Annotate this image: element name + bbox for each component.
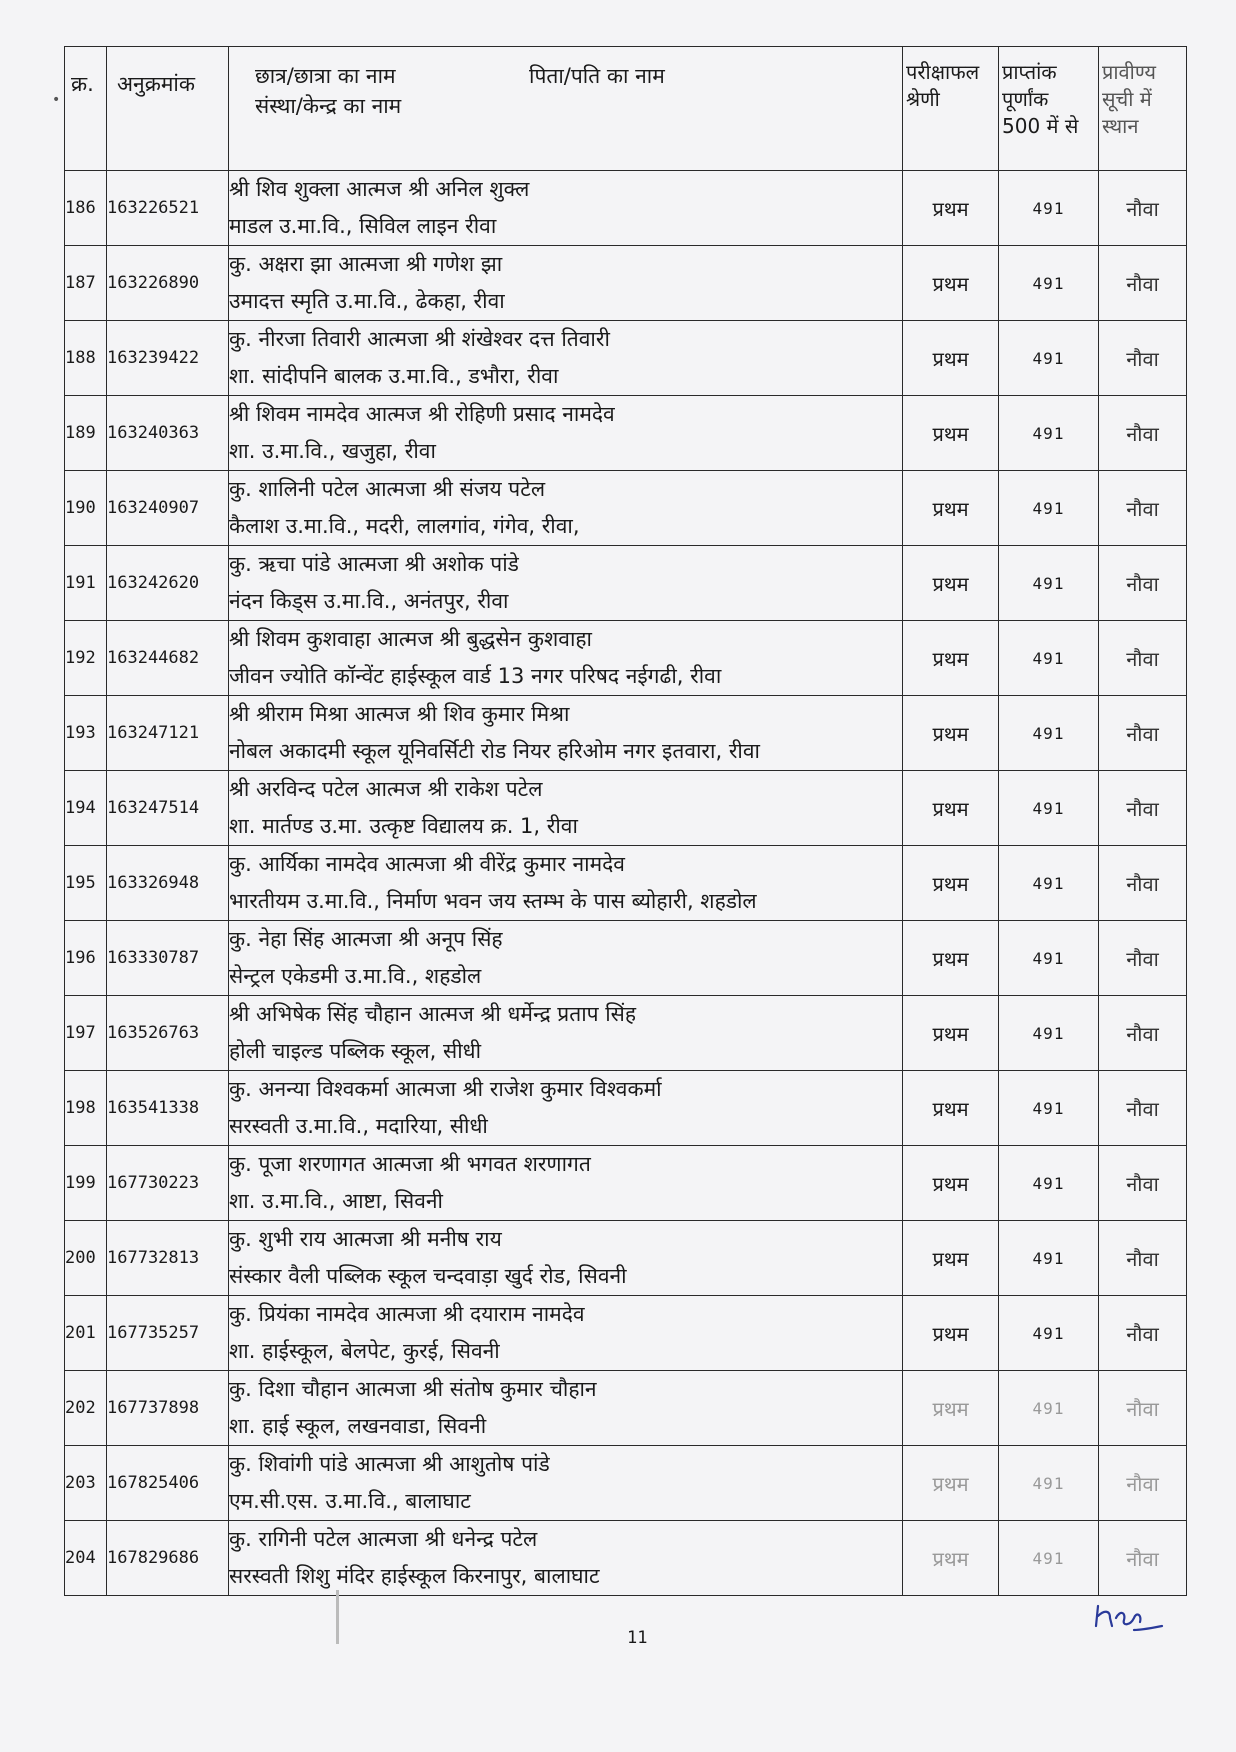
rank-cell: नौवा xyxy=(1099,1446,1187,1521)
table-row xyxy=(65,396,1187,471)
name-cell xyxy=(229,546,903,621)
school-name: सेन्ट्रल एकेडमी उ.मा.वि., शहडोल xyxy=(229,964,482,988)
name-cell xyxy=(229,471,903,546)
scan-speck: • xyxy=(52,92,61,108)
rank-cell: नौवा xyxy=(1099,696,1187,771)
name-cell xyxy=(229,921,903,996)
grade-cell: प्रथम xyxy=(903,546,999,621)
marks-cell: 491 xyxy=(999,771,1099,846)
student-name: कु. नेहा सिंह आत्मजा श्री अनूप सिंह xyxy=(229,927,503,951)
roll-number-cell: 167735257 xyxy=(107,1296,229,1371)
marks-cell: 491 xyxy=(999,171,1099,246)
rank-cell: नौवा xyxy=(1099,621,1187,696)
marks-cell: 491 xyxy=(999,1296,1099,1371)
header-student-name: छात्र/छात्रा का नाम xyxy=(255,64,396,88)
serial-number-cell: 198 xyxy=(65,1071,107,1146)
header-grade: परीक्षाफल श्रेणी xyxy=(903,47,999,171)
student-name: श्री अभिषेक सिंह चौहान आत्मज श्री धर्मेन्द्र प्रताप सिंह xyxy=(229,1002,637,1026)
roll-number-cell: 163242620 xyxy=(107,546,229,621)
student-name: श्री शिवम कुशवाहा आत्मज श्री बुद्धसेन कुशवाहा xyxy=(229,627,592,651)
grade-cell: प्रथम xyxy=(903,471,999,546)
marks-cell: 491 xyxy=(999,546,1099,621)
name-cell xyxy=(229,1446,903,1521)
marks-cell: 491 xyxy=(999,621,1099,696)
serial-number-cell: 189 xyxy=(65,396,107,471)
roll-number-cell: 163526763 xyxy=(107,996,229,1071)
marks-cell: 491 xyxy=(999,471,1099,546)
marks-cell: 491 xyxy=(999,1221,1099,1296)
serial-number-cell: 196 xyxy=(65,921,107,996)
serial-number-cell: 192 xyxy=(65,621,107,696)
student-name: कु. दिशा चौहान आत्मजा श्री संतोष कुमार चौहान xyxy=(229,1377,597,1401)
student-name: कु. अक्षरा झा आत्मजा श्री गणेश झा xyxy=(229,252,503,276)
table-row xyxy=(65,1296,1187,1371)
rank-cell: नौवा xyxy=(1099,171,1187,246)
marks-cell: 491 xyxy=(999,246,1099,321)
marks-cell: 491 xyxy=(999,396,1099,471)
roll-number-cell: 163240363 xyxy=(107,396,229,471)
roll-number-cell: 163247514 xyxy=(107,771,229,846)
school-name: नोबल अकादमी स्कूल यूनिवर्सिटी रोड नियर हरिओम नगर इतवारा, रीवा xyxy=(229,739,760,763)
name-cell xyxy=(229,321,903,396)
name-cell xyxy=(229,396,903,471)
name-cell xyxy=(229,171,903,246)
school-name: नंदन किड्स उ.मा.वि., अनंतपुर, रीवा xyxy=(229,589,509,613)
student-name: कु. पूजा शरणागत आत्मजा श्री भगवत शरणागत xyxy=(229,1152,591,1176)
school-name: भारतीयम उ.मा.वि., निर्माण भवन जय स्तम्भ के पास ब्योहारी, शहडोल xyxy=(229,889,757,913)
table-row xyxy=(65,1371,1187,1446)
rank-cell: नौवा xyxy=(1099,1296,1187,1371)
serial-number-cell: 199 xyxy=(65,1146,107,1221)
roll-number-cell: 167825406 xyxy=(107,1446,229,1521)
table-row xyxy=(65,171,1187,246)
table-row xyxy=(65,996,1187,1071)
roll-number-cell: 167730223 xyxy=(107,1146,229,1221)
school-name: एम.सी.एस. उ.मा.वि., बालाघाट xyxy=(229,1489,471,1513)
marks-cell: 491 xyxy=(999,921,1099,996)
table-row xyxy=(65,321,1187,396)
marks-cell: 491 xyxy=(999,1146,1099,1221)
rank-cell: नौवा xyxy=(1099,996,1187,1071)
table-row xyxy=(65,1221,1187,1296)
roll-number-cell: 163247121 xyxy=(107,696,229,771)
marks-cell: 491 xyxy=(999,1371,1099,1446)
roll-number-cell: 163326948 xyxy=(107,846,229,921)
school-name: जीवन ज्योति कॉन्वेंट हाईस्कूल वार्ड 13 नगर परिषद नईगढी, रीवा xyxy=(229,664,722,688)
header-rank: प्रावीण्य सूची में स्थान xyxy=(1099,47,1187,171)
student-name: कु. प्रियंका नामदेव आत्मजा श्री दयाराम नामदेव xyxy=(229,1302,585,1326)
grade-cell: प्रथम xyxy=(903,1521,999,1596)
school-name: सरस्वती उ.मा.वि., मदारिया, सीधी xyxy=(229,1114,488,1138)
table-row xyxy=(65,1146,1187,1221)
roll-number-cell: 163226890 xyxy=(107,246,229,321)
header-father-name: पिता/पति का नाम xyxy=(529,64,665,88)
grade-cell: प्रथम xyxy=(903,846,999,921)
rank-cell: नौवा xyxy=(1099,321,1187,396)
serial-number-cell: 190 xyxy=(65,471,107,546)
serial-number-cell: 194 xyxy=(65,771,107,846)
handwritten-initials xyxy=(1090,1596,1170,1636)
roll-number-cell: 163541338 xyxy=(107,1071,229,1146)
student-name: कु. शालिनी पटेल आत्मजा श्री संजय पटेल xyxy=(229,477,546,501)
table-row xyxy=(65,696,1187,771)
student-name: कु. नीरजा तिवारी आत्मजा श्री शंखेश्वर दत्त तिवारी xyxy=(229,327,610,351)
table-row xyxy=(65,771,1187,846)
name-cell xyxy=(229,1371,903,1446)
serial-number-cell: 186 xyxy=(65,171,107,246)
header-roll-number: अनुक्रमांक xyxy=(107,47,229,171)
student-name: कु. शिवांगी पांडे आत्मजा श्री आशुतोष पांडे xyxy=(229,1452,550,1476)
marks-cell: 491 xyxy=(999,1521,1099,1596)
student-name: कु. शुभी राय आत्मजा श्री मनीष राय xyxy=(229,1227,502,1251)
rank-cell: नौवा xyxy=(1099,396,1187,471)
grade-cell: प्रथम xyxy=(903,1146,999,1221)
school-name: सरस्वती शिशु मंदिर हाईस्कूल किरनापुर, बालाघाट xyxy=(229,1564,600,1588)
table-row xyxy=(65,471,1187,546)
serial-number-cell: 204 xyxy=(65,1521,107,1596)
roll-number-cell: 163240907 xyxy=(107,471,229,546)
table-header-row xyxy=(65,47,1187,171)
grade-cell: प्रथम xyxy=(903,171,999,246)
header-marks: प्राप्तांक पूर्णांक 500 में से xyxy=(999,47,1099,171)
header-institution: संस्था/केन्द्र का नाम xyxy=(255,94,402,118)
rank-cell: नौवा xyxy=(1099,546,1187,621)
school-name: शा. हाईस्कूल, बेलपेट, कुरई, सिवनी xyxy=(229,1339,500,1363)
roll-number-cell: 163239422 xyxy=(107,321,229,396)
table-row xyxy=(65,1071,1187,1146)
serial-number-cell: 201 xyxy=(65,1296,107,1371)
grade-cell: प्रथम xyxy=(903,1446,999,1521)
school-name: संस्कार वैली पब्लिक स्कूल चन्दवाड़ा खुर्द रोड, सिवनी xyxy=(229,1264,627,1288)
student-name: कु. ऋचा पांडे आत्मजा श्री अशोक पांडे xyxy=(229,552,519,576)
grade-cell: प्रथम xyxy=(903,696,999,771)
table-row xyxy=(65,846,1187,921)
school-name: कैलाश उ.मा.वि., मदरी, लालगांव, गंगेव, रीवा, xyxy=(229,514,580,538)
name-cell xyxy=(229,996,903,1071)
serial-number-cell: 202 xyxy=(65,1371,107,1446)
marks-cell: 491 xyxy=(999,696,1099,771)
rank-cell: नौवा xyxy=(1099,471,1187,546)
header-serial: क्र. xyxy=(65,47,107,171)
rank-cell: नौवा xyxy=(1099,1521,1187,1596)
rank-cell: नौवा xyxy=(1099,1071,1187,1146)
roll-number-cell: 167829686 xyxy=(107,1521,229,1596)
school-name: शा. सांदीपनि बालक उ.मा.वि., डभौरा, रीवा xyxy=(229,364,559,388)
grade-cell: प्रथम xyxy=(903,1371,999,1446)
name-cell xyxy=(229,1521,903,1596)
name-cell xyxy=(229,1071,903,1146)
serial-number-cell: 195 xyxy=(65,846,107,921)
grade-cell: प्रथम xyxy=(903,321,999,396)
grade-cell: प्रथम xyxy=(903,1071,999,1146)
table-row xyxy=(65,546,1187,621)
serial-number-cell: 203 xyxy=(65,1446,107,1521)
table-row xyxy=(65,921,1187,996)
rank-cell: नौवा xyxy=(1099,246,1187,321)
roll-number-cell: 163330787 xyxy=(107,921,229,996)
marks-cell: 491 xyxy=(999,996,1099,1071)
serial-number-cell: 191 xyxy=(65,546,107,621)
serial-number-cell: 200 xyxy=(65,1221,107,1296)
marks-cell: 491 xyxy=(999,1446,1099,1521)
merit-list-table xyxy=(64,46,1187,1596)
grade-cell: प्रथम xyxy=(903,621,999,696)
student-name: कु. रागिनी पटेल आत्मजा श्री धनेन्द्र पटेल xyxy=(229,1527,538,1551)
school-name: शा. हाई स्कूल, लखनवाडा, सिवनी xyxy=(229,1414,487,1438)
grade-cell: प्रथम xyxy=(903,1296,999,1371)
table-row xyxy=(65,246,1187,321)
name-cell xyxy=(229,1146,903,1221)
grade-cell: प्रथम xyxy=(903,246,999,321)
name-cell xyxy=(229,846,903,921)
grade-cell: प्रथम xyxy=(903,771,999,846)
grade-cell: प्रथम xyxy=(903,396,999,471)
marks-cell: 491 xyxy=(999,1071,1099,1146)
school-name: माडल उ.मा.वि., सिविल लाइन रीवा xyxy=(229,214,497,238)
name-cell xyxy=(229,246,903,321)
name-cell xyxy=(229,1221,903,1296)
name-cell xyxy=(229,621,903,696)
student-name: श्री शिव शुक्ला आत्मज श्री अनिल शुक्ल xyxy=(229,177,530,201)
serial-number-cell: 193 xyxy=(65,696,107,771)
grade-cell: प्रथम xyxy=(903,1221,999,1296)
student-name: कु. अनन्या विश्वकर्मा आत्मजा श्री राजेश कुमार विश्वकर्मा xyxy=(229,1077,662,1101)
school-name: शा. मार्तण्ड उ.मा. उत्कृष्ट विद्यालय क्र. 1, रीवा xyxy=(229,814,578,838)
header-name xyxy=(229,47,903,171)
rank-cell: नौवा xyxy=(1099,846,1187,921)
school-name: शा. उ.मा.वि., आष्टा, सिवनी xyxy=(229,1189,443,1213)
rank-cell: नौवा xyxy=(1099,1146,1187,1221)
school-name: उमादत्त स्मृति उ.मा.वि., ढेकहा, रीवा xyxy=(229,289,505,313)
rank-cell: नौवा xyxy=(1099,771,1187,846)
grade-cell: प्रथम xyxy=(903,921,999,996)
roll-number-cell: 167732813 xyxy=(107,1221,229,1296)
scan-binding-mark xyxy=(336,1590,339,1644)
table-row xyxy=(65,1521,1187,1596)
student-name: श्री अरविन्द पटेल आत्मज श्री राकेश पटेल xyxy=(229,777,543,801)
school-name: होली चाइल्ड पब्लिक स्कूल, सीधी xyxy=(229,1039,482,1063)
roll-number-cell: 163226521 xyxy=(107,171,229,246)
name-cell xyxy=(229,1296,903,1371)
school-name: शा. उ.मा.वि., खजुहा, रीवा xyxy=(229,439,436,463)
marks-cell: 491 xyxy=(999,321,1099,396)
grade-cell: प्रथम xyxy=(903,996,999,1071)
roll-number-cell: 163244682 xyxy=(107,621,229,696)
student-name: कु. आर्यिका नामदेव आत्मजा श्री वीरेंद्र कुमार नामदेव xyxy=(229,852,625,876)
table-row xyxy=(65,621,1187,696)
student-name: श्री शिवम नामदेव आत्मज श्री रोहिणी प्रसाद नामदेव xyxy=(229,402,615,426)
student-name: श्री श्रीराम मिश्रा आत्मज श्री शिव कुमार मिश्रा xyxy=(229,702,570,726)
rank-cell: नौवा xyxy=(1099,1221,1187,1296)
table-row xyxy=(65,1446,1187,1521)
serial-number-cell: 187 xyxy=(65,246,107,321)
roll-number-cell: 167737898 xyxy=(107,1371,229,1446)
name-cell xyxy=(229,696,903,771)
page-number: 11 xyxy=(627,1628,648,1648)
name-cell xyxy=(229,771,903,846)
marks-cell: 491 xyxy=(999,846,1099,921)
serial-number-cell: 188 xyxy=(65,321,107,396)
rank-cell: नौवा xyxy=(1099,1371,1187,1446)
rank-cell: नौवा xyxy=(1099,921,1187,996)
serial-number-cell: 197 xyxy=(65,996,107,1071)
